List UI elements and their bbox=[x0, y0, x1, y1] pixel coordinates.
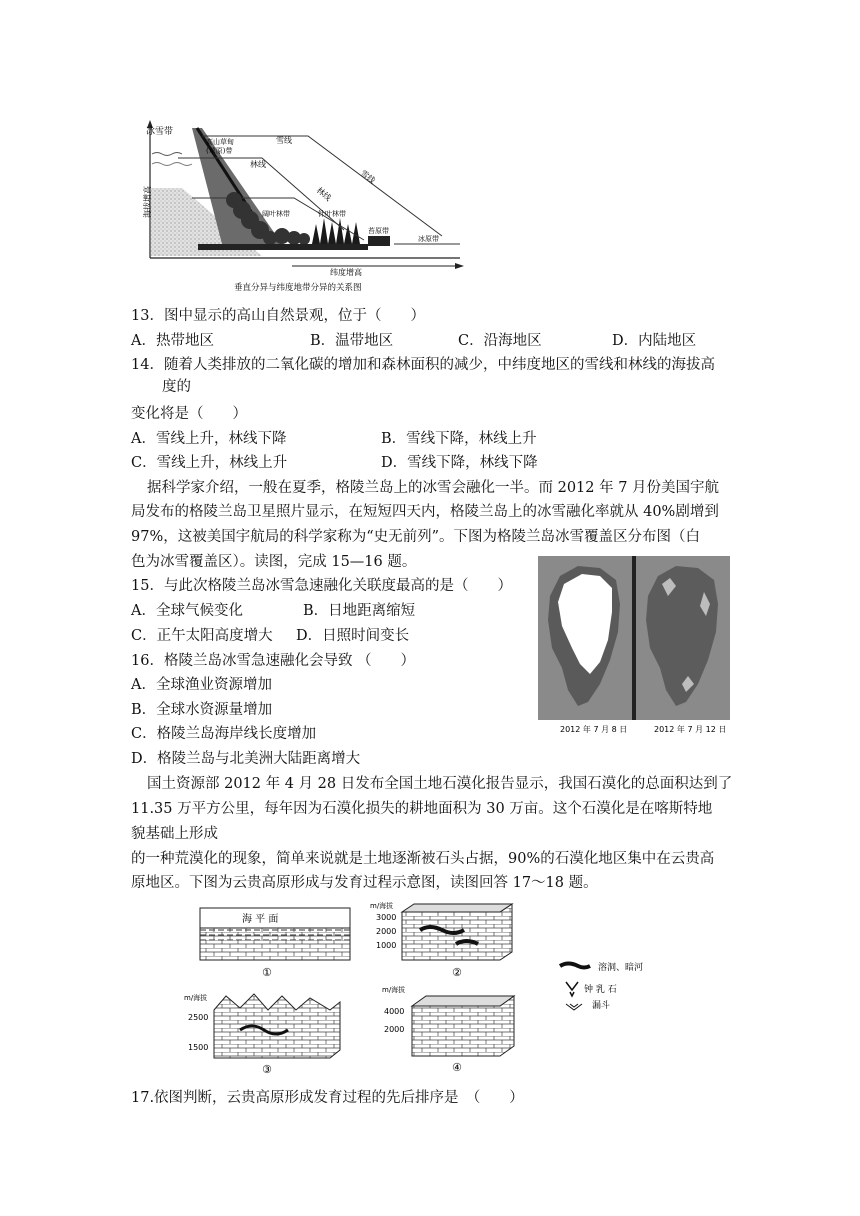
karst-evolution-figure bbox=[170, 900, 670, 1076]
question-17-stem: 17.依图判断，云贵高原形成发育过程的先后排序是 （ ） bbox=[131, 1090, 524, 1106]
panel-4-unit: m/海拔 bbox=[382, 986, 406, 994]
panel-4-number: ④ bbox=[452, 1061, 462, 1074]
question-16-stem: 16．格陵兰岛冰雪急速融化会导致 （ ） bbox=[131, 653, 416, 669]
panel-1 bbox=[200, 908, 350, 979]
passage-3-line-1: 国土资源部 2012 年 4 月 28 日发布全国土地石漠化报告显示，我国石漠化的总面积达到了 bbox=[147, 776, 733, 792]
panel-3-unit: m/海拔 bbox=[184, 994, 208, 1002]
question-14-stem-line2: 度的 bbox=[162, 379, 191, 395]
q16-option-a[interactable]: A．全球渔业资源增加 bbox=[131, 677, 272, 693]
q16-option-b[interactable]: B．全球水资源量增加 bbox=[131, 702, 273, 718]
q13-option-c[interactable]: C．沿海地区 bbox=[458, 333, 542, 349]
panel-2-number: ② bbox=[452, 966, 462, 979]
question-14-stem-line3: 变化将是（ ） bbox=[131, 406, 247, 422]
panel-4 bbox=[382, 985, 514, 1074]
passage-2-line-1: 据科学家介绍，一般在夏季，格陵兰岛上的冰雪会融化一半。而 2012 年 7 月份美国宇航 bbox=[147, 480, 720, 496]
tundra-label: 苔原带 bbox=[368, 227, 389, 235]
q16-option-d[interactable]: D．格陵兰岛与北美洲大陆距离增大 bbox=[131, 751, 361, 767]
passage-3-line-5: 原地区。下图为云贵高原形成与发育过程示意图，读图回答 17～18 题。 bbox=[131, 875, 598, 891]
q14-option-a[interactable]: A．雪线上升，林线下降 bbox=[131, 431, 287, 447]
q14-option-d[interactable]: D．雪线下降，林线下降 bbox=[381, 455, 538, 471]
panel-2 bbox=[370, 901, 512, 979]
panel-2-unit: m/海拔 bbox=[370, 902, 394, 910]
passage-2-line-2: 局发布的格陵兰岛卫星照片显示，在短短四天内，格陵兰岛上的冰雪融化率就从 40%剧增到 bbox=[131, 504, 719, 520]
passage-3-line-4: 的一种荒漠化的现象，简单来说就是土地逐渐被石头占据，90%的石漠化地区集中在云贵高 bbox=[131, 851, 715, 867]
panel-2-tick-2: 2000 bbox=[376, 927, 397, 936]
panel-3-tick-1: 2500 bbox=[188, 1013, 209, 1022]
q15-option-a[interactable]: A．全球气候变化 bbox=[131, 603, 243, 619]
legend bbox=[560, 961, 643, 1011]
panel-2-tick-1: 3000 bbox=[376, 913, 397, 922]
legend-cave: 溶洞、暗河 bbox=[598, 963, 644, 973]
ice-sheet-label: 冰原带 bbox=[418, 235, 439, 243]
legend-stalactite: 钟 乳 石 bbox=[584, 985, 617, 995]
treeline-slope-label: 林线 bbox=[314, 185, 333, 203]
treeline-top-label: 林线 bbox=[250, 160, 266, 169]
snowline-slope-label: 雪线 bbox=[358, 168, 377, 186]
panel-3 bbox=[184, 993, 340, 1076]
q15-option-c[interactable]: C．正午太阳高度增大 bbox=[131, 628, 273, 644]
broadleaf-label: 阔叶林带 bbox=[262, 210, 290, 218]
panel-1-number: ① bbox=[262, 966, 272, 979]
snowline-top-label: 雪线 bbox=[276, 136, 292, 145]
question-13-stem: 13．图中显示的高山自然景观，位于（ ） bbox=[131, 308, 425, 324]
q14-option-b[interactable]: B．雪线下降，林线上升 bbox=[381, 431, 537, 447]
vertical-zonation-figure bbox=[142, 118, 472, 296]
panel-2-tick-3: 1000 bbox=[376, 941, 397, 950]
passage-3-line-3: 貌基础上形成 bbox=[131, 826, 218, 842]
legend-funnel: 漏斗 bbox=[592, 1001, 611, 1011]
q15-option-b[interactable]: B．日地距离缩短 bbox=[303, 603, 416, 619]
x-axis-label: 纬度增高 bbox=[330, 268, 362, 277]
q16-option-c[interactable]: C．格陵兰岛海岸线长度增加 bbox=[131, 726, 317, 742]
passage-2-line-3: 97%，这被美国宇航局的科学家称为“史无前列”。下图为格陵兰岛冰雪覆盖区分布图（白 bbox=[131, 529, 701, 545]
q13-option-d[interactable]: D．内陆地区 bbox=[612, 333, 697, 349]
ice-snow-label: 冰雪带 bbox=[146, 127, 174, 137]
q13-option-a[interactable]: A．热带地区 bbox=[131, 333, 214, 349]
question-15-stem: 15．与此次格陵兰岛冰雪急速融化关联度最高的是（ ） bbox=[131, 578, 512, 594]
conifer-label: 针叶林带 bbox=[318, 210, 346, 218]
passage-2-line-4: 色为冰雪覆盖区）。读图，完成 15—16 题。 bbox=[131, 554, 417, 570]
alpine-meadow-label: 高山草甸 bbox=[206, 138, 234, 146]
panel-4-tick-2: 2000 bbox=[384, 1025, 405, 1034]
panel-4-tick-1: 4000 bbox=[384, 1007, 405, 1016]
date-left-label: 2012 年 7 月 8 日 bbox=[560, 725, 628, 734]
y-axis-label: 海拔增高 bbox=[143, 186, 152, 218]
date-right-label: 2012 年 7 月 12 日 bbox=[654, 725, 727, 734]
greenland-satellite-figure bbox=[538, 556, 730, 738]
figure-caption: 垂直分异与纬度地带分异的关系图 bbox=[234, 283, 362, 293]
q14-option-c[interactable]: C．雪线上升，林线上升 bbox=[131, 455, 288, 471]
question-14-stem-line1: 14．随着人类排放的二氧化碳的增加和森林面积的减少，中纬度地区的雪线和林线的海拔高 bbox=[131, 357, 715, 373]
sea-level-label: 海 平 面 bbox=[242, 914, 279, 925]
panel-3-tick-2: 1500 bbox=[188, 1043, 209, 1052]
passage-3-line-2: 11.35 万平方公里，每年因为石漠化损失的耕地面积为 30 万亩。这个石漠化是在喀斯特地 bbox=[131, 801, 713, 817]
q15-option-d[interactable]: D．日照时间变长 bbox=[296, 628, 410, 644]
q13-option-b[interactable]: B．温带地区 bbox=[310, 333, 394, 349]
panel-3-number: ③ bbox=[262, 1063, 272, 1076]
alpine-meadow-sub-label: (草原)带 bbox=[206, 147, 233, 155]
